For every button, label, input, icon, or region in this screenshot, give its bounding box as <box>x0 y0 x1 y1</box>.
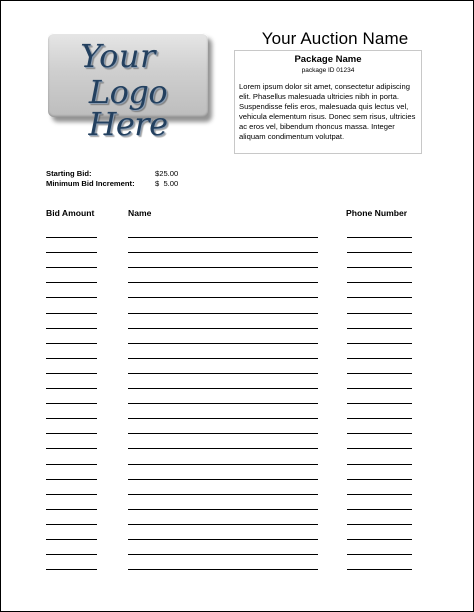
phone-number-line <box>347 343 412 344</box>
phone-number-line <box>347 554 412 555</box>
name-line <box>128 252 318 253</box>
package-box <box>234 50 422 154</box>
bid-info <box>46 169 226 188</box>
phone-number-line <box>347 479 412 480</box>
name-line <box>128 464 318 465</box>
phone-number-line <box>347 267 412 268</box>
name-line <box>128 237 318 238</box>
name-line <box>128 569 318 570</box>
name-line <box>128 343 318 344</box>
logo-line-2: Logo Here <box>88 73 168 143</box>
bid-amount-line <box>46 554 97 555</box>
bid-amount-line <box>46 524 97 525</box>
logo-placeholder <box>48 33 212 143</box>
phone-number-line <box>347 524 412 525</box>
phone-number-line <box>347 237 412 238</box>
phone-number-line <box>347 388 412 389</box>
name-line <box>128 297 318 298</box>
name-line <box>128 313 318 314</box>
logo-line-1: Your <box>80 37 156 75</box>
name-line <box>128 524 318 525</box>
bid-amount-line <box>46 282 97 283</box>
name-line <box>128 479 318 480</box>
name-line <box>128 433 318 434</box>
bid-amount-line <box>46 464 97 465</box>
bid-amount-line <box>46 343 97 344</box>
starting-bid-row <box>46 169 226 179</box>
name-line <box>128 539 318 540</box>
phone-number-line <box>347 313 412 314</box>
bid-amount-line <box>46 494 97 495</box>
phone-number-header: Phone Number <box>346 208 408 218</box>
name-line <box>128 554 318 555</box>
bid-amount-line <box>46 403 97 404</box>
phone-number-line <box>347 448 412 449</box>
name-header: Name <box>128 208 152 218</box>
starting-bid-value: $25.00 <box>155 169 179 178</box>
bid-amount-line <box>46 358 97 359</box>
min-increment-label: Minimum Bid Increment: <box>46 178 135 188</box>
starting-bid-label: Starting Bid: <box>46 169 92 178</box>
name-line <box>128 403 318 404</box>
phone-number-line <box>347 282 412 283</box>
logo-text <box>48 33 208 143</box>
bid-amount-line <box>46 539 97 540</box>
bid-amount-line <box>46 479 97 480</box>
name-line <box>128 373 318 374</box>
bid-amount-line <box>46 569 97 570</box>
name-line <box>128 282 318 283</box>
bid-amount-line <box>46 313 97 314</box>
phone-number-line <box>347 494 412 495</box>
bid-amount-line <box>46 267 97 268</box>
phone-number-line <box>347 403 412 404</box>
phone-number-line <box>347 373 412 374</box>
name-line <box>128 328 318 329</box>
phone-number-line <box>347 328 412 329</box>
name-line <box>128 267 318 268</box>
name-line <box>128 448 318 449</box>
bid-amount-line <box>46 252 97 253</box>
phone-number-line <box>347 358 412 359</box>
name-line <box>128 494 318 495</box>
phone-number-line <box>347 297 412 298</box>
bid-amount-line <box>46 509 97 510</box>
bid-amount-line <box>46 418 97 419</box>
bid-amount-line <box>46 237 97 238</box>
name-line <box>128 509 318 510</box>
bid-amount-line <box>46 328 97 329</box>
bid-amount-line <box>46 388 97 389</box>
phone-number-line <box>347 539 412 540</box>
phone-number-line <box>347 252 412 253</box>
min-increment-row <box>46 179 226 189</box>
name-line <box>128 358 318 359</box>
bid-amount-line <box>46 433 97 434</box>
phone-number-line <box>347 509 412 510</box>
name-line <box>128 388 318 389</box>
bid-amount-header: Bid Amount <box>46 208 95 218</box>
phone-number-line <box>347 433 412 434</box>
phone-number-line <box>347 464 412 465</box>
bid-amount-line <box>46 448 97 449</box>
package-description: Lorem ipsum dolor sit amet, consectetur adipiscing elit. Phasellus malesuada ultricies nibh in porta. Suspendisse felis eros, malesuada quis lectus vel, vehicula elementum risus. Donec sem risus, ultricies ac eros vel, bibendum rhoncus massa. Integer aliquam condimentum volutpat. <box>239 82 416 142</box>
bid-amount-line <box>46 297 97 298</box>
name-line <box>128 418 318 419</box>
bid-amount-line <box>46 373 97 374</box>
auction-title: Your Auction Name <box>261 29 409 48</box>
min-increment-value: $ 5.00 <box>155 178 179 188</box>
phone-number-line <box>347 418 412 419</box>
package-name: Package Name <box>294 54 362 65</box>
package-id: package ID 01234 <box>301 67 355 74</box>
phone-number-line <box>347 569 412 570</box>
